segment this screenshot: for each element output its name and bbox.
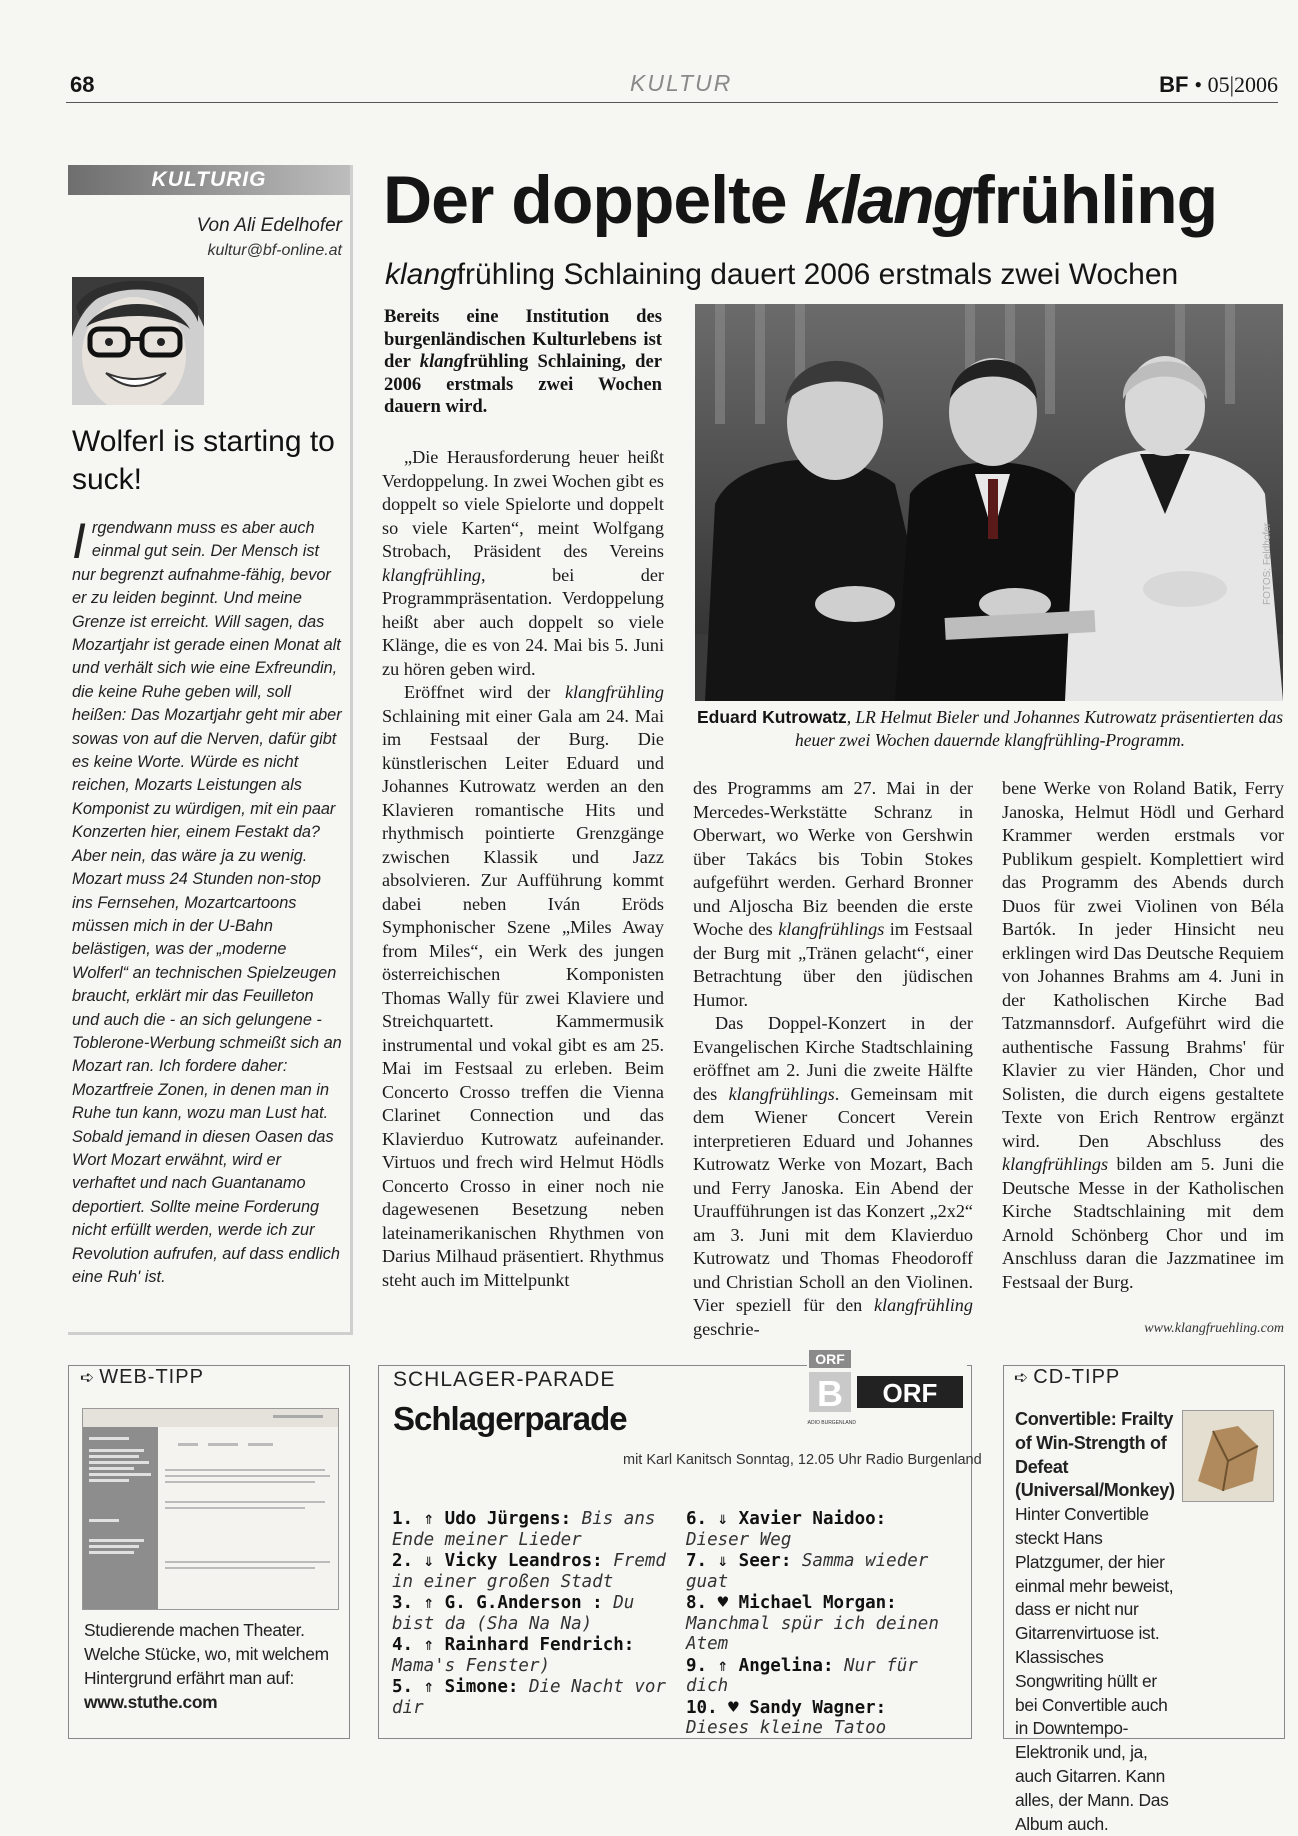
author-portrait xyxy=(72,277,204,405)
chart-entry xyxy=(686,1593,956,1655)
chart-entry-song: Dieses kleine Tatoo xyxy=(686,1718,887,1738)
orf-logo-top: ORF xyxy=(815,1351,845,1367)
orf-logo xyxy=(807,1348,967,1440)
paragraph: des Programms am 27. Mai in der Mercedes-Werkstätte Schranz in Oberwart, wo Werke von Gershwin über Takács bis Tobin Stokes aufgeführt werden. Gerhard Bronner und Aljoscha Biz beenden die erste Woche des klangfrühlings im Festsaal der Burg mit „Tränen gelacht“, einer Betrachtung über den jüdischen Humor. xyxy=(693,778,973,1010)
column-kulturig xyxy=(68,165,353,1335)
chart-entry-song: Mama's Fenster) xyxy=(392,1655,551,1676)
chart-entry-song: Samma wieder guat xyxy=(686,1551,929,1592)
cd-tipp-label: CD-TIPP xyxy=(1033,1366,1121,1388)
caption-names: Eduard Kutrowatz xyxy=(696,707,847,727)
chart-entry xyxy=(392,1509,682,1550)
article-url[interactable]: www.klangfruehling.com xyxy=(1144,1321,1284,1336)
web-tipp-description: Studierende machen Theater. Welche Stücke, wo, mit welchem Hintergrund erfährt man auf: xyxy=(84,1620,329,1688)
chart-entry xyxy=(392,1551,682,1592)
website-screenshot xyxy=(82,1408,339,1610)
schlagerparade-heading: SCHLAGER-PARADE xyxy=(393,1368,616,1391)
arrow-icon: ➪ xyxy=(80,1368,96,1387)
article-column-2 xyxy=(693,777,973,1341)
photo-caption: Eduard Kutrowatz, LR Helmut Bieler und Johannes Kutrowatz präsentierten das heuer zwei Wochen dauernde klangfrühling-Programm. xyxy=(696,707,1284,750)
schlagerparade-title: Schlagerparade xyxy=(393,1400,627,1437)
chart-entry-artist: 5. ⇑ Simone: xyxy=(392,1677,519,1697)
chart-entry xyxy=(392,1635,682,1676)
arrow-icon: ➪ xyxy=(1014,1368,1030,1387)
orf-logo-main: ORF xyxy=(882,1378,938,1408)
chart-entry-artist: 3. ⇑ G. G.Anderson : xyxy=(392,1593,603,1613)
chart-entry-artist: 8. ♥ Michael Morgan: xyxy=(686,1593,897,1613)
author-byline: Von Ali Edelhofer xyxy=(196,215,342,236)
web-tipp-url[interactable]: www.stuthe.com xyxy=(84,1692,218,1712)
headline-part: Der doppelte xyxy=(383,162,805,238)
cd-tipp-heading xyxy=(1014,1366,1120,1389)
chart-entry xyxy=(686,1656,956,1697)
article-column-1 xyxy=(382,446,664,1292)
section-label: KULTUR xyxy=(630,70,733,96)
paragraph: Eröffnet wird der klangfrühling Schlaining mit einer Gala am 24. Mai im Festsaal der Burg. Die künstlerischen Leiter Eduard und Johannes Kutrowatz werden an den Klavieren romantische Hits und rhythmisch pointierte Grenzgänge zwischen Klassik und Jazz absolvieren. Zur Aufführung kommt dabei neben Iván Eröds Symphonischer Szene „Miles Away from Miles“, ein Werk des jungen österreichischen Komponisten Thomas Wally für zwei Klaviere und Streichquartett. Kammermusik instrumental und vokal gibt es am 25. Mai im Festsaal zu erleben. Beim Concerto Crosso treffen die Vienna Clarinet Connection und das Klavierduo Kutrowatz aufeinander. Virtuos und frech wird Helmut Hödls Concerto Crosso in einer noch nie dagewesenen Besetzung neben lateinamerikanischen Rhythmen von Darius Milhaud präsentiert. Rhythmus steht auch im Mittelpunkt xyxy=(382,682,664,1290)
chart-entry-song: Dieser Weg xyxy=(686,1529,792,1550)
article-column-3 xyxy=(1002,777,1284,1294)
lead-text: Bereits eine Institution des burgenländischen Kulturlebens ist der xyxy=(384,306,662,372)
web-tipp-text xyxy=(84,1618,334,1714)
chart-entry-song: Nur für dich xyxy=(686,1655,918,1696)
column-title: Wolferl is starting to suck! xyxy=(72,425,335,496)
column-body xyxy=(72,513,344,1289)
chart-entry xyxy=(686,1551,956,1592)
chart-entry xyxy=(686,1509,956,1550)
chart-list-left xyxy=(392,1509,682,1719)
column-text: rgendwann muss es aber auch einmal gut sein. Der Mensch ist nur begrenzt aufnahme-fähig, bevor er zu leiden beginnt. Und meine Grenze ist erreicht. Will sagen, das Mozartjahr ist gerade einen Monat alt und verhält sich wie eine Exfreundin, die keine Ruhe geben will, soll heißen: Das Mozartjahr geht mir aber sowas von auf die Nerven, dafür gibt es keine Worte. Würde es nicht reichen, Mozarts Leistungen als Komponist zu würdigen, mit ein paar Konzerten hier, einem Festakt da? Aber nein, das wäre ja zu wenig. Mozart muss 24 Stunden non-stop ins Fernsehen, Mozartcartoons müssen mich in der U-Bahn belästigen, was der „moderne Wolferl“ an technischen Spielzeugen braucht, erklärt mir das Feuilleton und auch die - an sich gelungene - Toblerone-Werbung schmeißt sich an Mozart ran. Ich fordere daher: Mozartfreie Zonen, in denen man in Ruhe tun kann, wozu man Lust hat. Sobald jemand in diesen Oasen das Wort Mozart erwähnt, wird er verhaftet und nach Guantanamo deportiert. Sollte meine Forderung nicht erfüllt werden, werde ich zur Revolution aufrufen, auf dass endlich eine Ruh' ist. xyxy=(72,519,342,1286)
article-headline xyxy=(383,160,1283,240)
lead-italic: klang xyxy=(419,351,464,372)
chart-entry-song: Du bist da (Sha Na Na) xyxy=(392,1593,635,1634)
cd-tipp-review: Hinter Convertible steckt Hans Platzgumer, der hier einmal mehr beweist, dass er nicht nur Gitarrenvirtuose ist. Klassisches Songwriting hüllt er bei Convertible auch in Downtempo-Elektronik und, ja, auch Gitarren. Kann alles, der Mann. Das Album auch. xyxy=(1015,1504,1174,1834)
cd-tipp-title: Convertible: Frailty of Win-Strength of Defeat (Universal/Monkey) xyxy=(1015,1409,1175,1501)
headline-part: frühling xyxy=(972,162,1218,238)
author-email[interactable]: kultur@bf-online.at xyxy=(207,242,342,259)
page-number: 68 xyxy=(70,72,95,97)
chart-entry-artist: 2. ⇓ Vicky Leandros: xyxy=(392,1551,603,1571)
issue-info xyxy=(1159,72,1278,98)
chart-list-right xyxy=(686,1509,956,1740)
column-rubric: KULTURIG xyxy=(68,165,350,195)
chart-entry-artist: 7. ⇓ Seer: xyxy=(686,1551,792,1571)
chart-entry xyxy=(686,1698,956,1739)
subhead-italic: klang xyxy=(385,258,457,291)
article-lead xyxy=(384,306,662,419)
photo-credit: FOTOS: Feldhofer xyxy=(1262,522,1273,605)
orf-logo-sub: RADIO BURGENLAND xyxy=(807,1420,856,1426)
web-tipp-label: WEB-TIPP xyxy=(99,1366,204,1388)
schlagerparade-subtitle: mit Karl Kanitsch Sonntag, 12.05 Uhr Radio Burgenland xyxy=(623,1452,982,1468)
subhead-text: frühling Schlaining dauert 2006 erstmals zwei Wochen xyxy=(456,258,1179,291)
headline-italic: klang xyxy=(804,162,973,238)
chart-entry-artist: 4. ⇑ Rainhard Fendrich: xyxy=(392,1635,635,1655)
bullet-separator: • xyxy=(1194,72,1208,97)
drop-cap: I xyxy=(72,513,86,569)
paragraph: „Die Herausforderung heuer heißt Verdoppelung. In zwei Wochen gibt es doppelt so viele Spielorte und doppelt so viele Karten“, meint Wolfgang Strobach, Präsident des Vereins klangfrühling, bei der Programmpräsentation. Verdoppelung heißt aber auch doppelt so viele Klänge, die es von 24. Mai bis 5. Juni zu hören geben wird. xyxy=(382,447,664,679)
chart-entry-artist: 10. ♥ Sandy Wagner: xyxy=(686,1697,887,1718)
cd-tipp-text xyxy=(1015,1408,1277,1836)
chart-entry-song: Manchmal spür ich deinen Atem xyxy=(686,1613,939,1654)
chart-entry xyxy=(392,1593,682,1634)
paragraph: Das Doppel-Konzert in der Evangelischen Kirche Stadtschlaining eröffnet am 2. Juni die zweite Hälfte des klangfrühlings. Gemeinsam mit dem Wiener Concert Verein interpretieren Eduard und Johannes Kutrowatz Werke von Mozart, Bach und Ferry Janoska. Ein Abend der Uraufführungen ist das Konzert „2x2“ am 3. Juni mit dem Klavierduo Kutrowatz und Thomas Fheodoroff und Christian Scholl an den Violinen. Vier speziell für den klangfrühling geschrie- xyxy=(693,1013,974,1339)
chart-entry-artist: 6. ⇓ Xavier Naidoo: xyxy=(686,1509,887,1529)
header-rule xyxy=(66,102,1278,103)
chart-entry-song: Die Nacht vor dir xyxy=(392,1677,666,1718)
web-tipp-heading xyxy=(80,1366,204,1389)
orf-logo-b: B xyxy=(817,1373,843,1414)
article-subheadline xyxy=(385,258,1285,292)
chart-entry-song: Fremd in einer großen Stadt xyxy=(392,1551,666,1592)
paragraph: bene Werke von Roland Batik, Ferry Janoska, Helmut Hödl und Gerhard Krammer werden erstmals vor Publikum gespielt. Komplettiert wird das Programm des Abends durch Duos für zwei Violinen von Béla Bartók. In jeder Hinsicht neu erklingen wird Das Deutsche Requiem von Johannes Brahms am 4. Juni in der Katholischen Kirche Bad Tatzmannsdorf. Aufgeführt wird die authentische Fassung Brahms' für Klavier zu vier Händen, Chor und Solisten, die durch eigens gestaltete Texte von Erich Rentrow ergänzt wird. Den Abschluss des klangfrühlings bilden am 5. Juni die Deutsche Messe in der Katholischen Kirche Stadtschlaining mit dem Arnold Schönberg Chor und im Anschluss daran die Jazzmatinee im Festsaal der Burg. xyxy=(1002,778,1284,1292)
article-photo xyxy=(695,304,1283,701)
issue-number: 05|2006 xyxy=(1207,72,1278,97)
chart-entry-artist: 9. ⇑ Angelina: xyxy=(686,1655,834,1676)
chart-entry-song: Bis ans Ende meiner Lieder xyxy=(392,1509,656,1550)
chart-entry-artist: 1. ⇑ Udo Jürgens: xyxy=(392,1509,572,1529)
publication-name: BF xyxy=(1159,72,1189,97)
chart-entry xyxy=(392,1677,682,1718)
lead-text: frühling Schlaining, der 2006 erstmals zwei Wochen dauern wird. xyxy=(384,351,662,417)
